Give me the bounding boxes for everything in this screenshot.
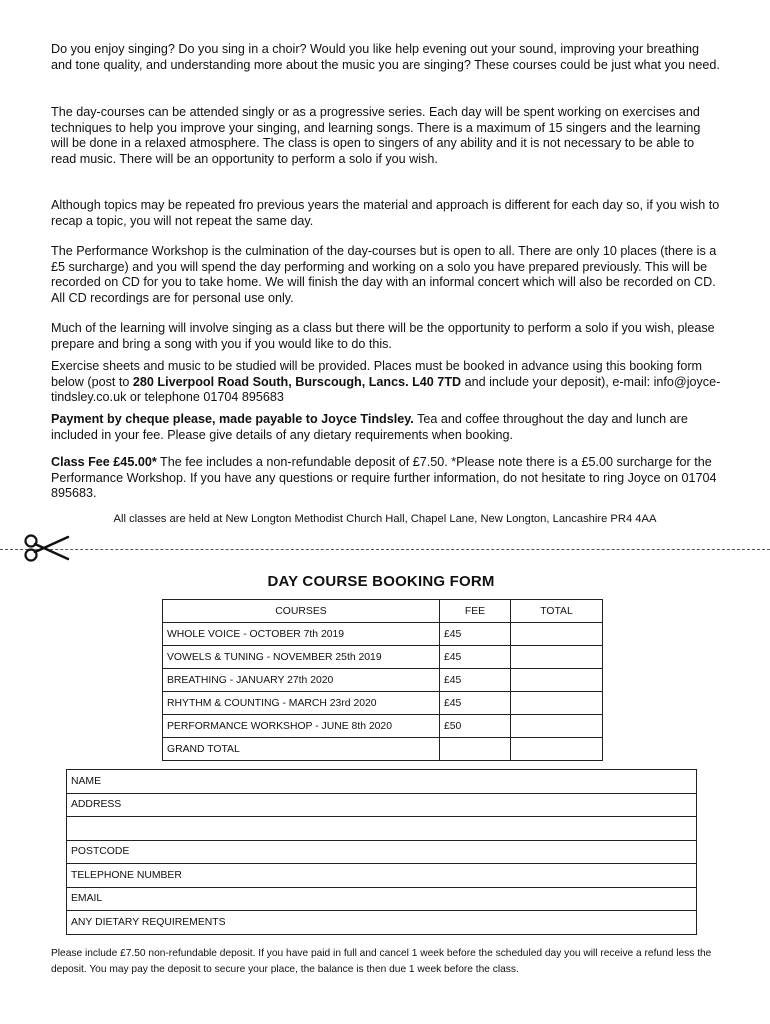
booking-instructions	[51, 359, 721, 406]
booking-instructions-text: Exercise sheets and music to be studied will be provided. Places must be booked in advance using this booking form below (post to	[51, 359, 703, 389]
course-row-whole-voice	[163, 623, 603, 646]
payment-paragraph	[51, 412, 721, 443]
address-field[interactable]: ADDRESS	[67, 793, 697, 817]
postcode-field[interactable]: POSTCODE	[67, 840, 697, 864]
course-fee: £45	[440, 669, 511, 692]
course-total-cell[interactable]	[511, 669, 603, 692]
fee-paragraph	[51, 455, 721, 502]
course-fee: £45	[440, 646, 511, 669]
payment-instruction: Payment by cheque please, made payable to Joyce Tindsley.	[51, 412, 414, 426]
contact-details-table	[66, 769, 697, 935]
courses-header-row	[163, 600, 603, 623]
fee-details: The fee includes a non-refundable deposit of £7.50. *Please note there is a £5.00 surcharge for the Performance Workshop. If you have any questions or require further information, do not hesitate to ring Joyce on 01704 895683.	[51, 455, 717, 501]
course-total-cell[interactable]	[511, 715, 603, 738]
name-field[interactable]: NAME	[67, 770, 697, 794]
course-total-cell[interactable]	[511, 692, 603, 715]
course-total-cell[interactable]	[511, 646, 603, 669]
dietary-requirements-field[interactable]: ANY DIETARY REQUIREMENTS	[67, 911, 697, 935]
course-name: VOWELS & TUNING - NOVEMBER 25th 2019	[163, 646, 440, 669]
course-row-vowels-tuning	[163, 646, 603, 669]
payment-details: Tea and coffee throughout the day and lunch are included in your fee. Please give details of any dietary requirements when booking.	[51, 412, 688, 442]
total-header: TOTAL	[511, 600, 603, 623]
course-fee: £45	[440, 623, 511, 646]
intro-paragraph-3: Although topics may be repeated fro previous years the material and approach is different for each day so, if you wish to recap a topic, you will not repeat the same day.	[51, 198, 720, 228]
course-name: RHYTHM & COUNTING - MARCH 23rd 2020	[163, 692, 440, 715]
class-fee: Class Fee £45.00*	[51, 455, 157, 469]
scissors-icon	[22, 532, 70, 564]
fee-header: FEE	[440, 600, 511, 623]
grand-total-row	[163, 738, 603, 761]
intro-paragraph-5: Much of the learning will involve singing as a class but there will be the opportunity to perform a solo if you wish, please prepare and bring a song with you if you would like to do this.	[51, 321, 715, 351]
course-total-cell[interactable]	[511, 623, 603, 646]
course-name: WHOLE VOICE - OCTOBER 7th 2019	[163, 623, 440, 646]
course-row-performance-workshop	[163, 715, 603, 738]
course-fee: £50	[440, 715, 511, 738]
course-row-breathing	[163, 669, 603, 692]
venue-line: All classes are held at New Longton Methodist Church Hall, Chapel Lane, New Longton, Lancashire PR4 4AA	[113, 513, 657, 525]
courses-header: COURSES	[163, 600, 440, 623]
grand-total-label: GRAND TOTAL	[163, 738, 440, 761]
address-line-2-field[interactable]	[67, 817, 697, 841]
telephone-field[interactable]: TELEPHONE NUMBER	[67, 864, 697, 888]
booking-form-title: DAY COURSE BOOKING FORM	[267, 573, 495, 590]
grand-total-fee-cell[interactable]	[440, 738, 511, 761]
intro-paragraph-4: The Performance Workshop is the culmination of the day-courses but is open to all. There are only 10 places (there is a £5 surcharge) and you will spend the day performing and working on a solo you have prepared previously. This will be recorded on CD for you to take home. We will finish the day with an informal concert which will also be recorded on CD. All CD recordings are for personal use only.	[51, 244, 717, 305]
refund-policy-note: Please include £7.50 non-refundable deposit. If you have paid in full and cancel 1 week before the scheduled day you will receive a refund less the deposit. You may pay the deposit to secure your place, the balance is then due 1 week before the class.	[51, 948, 712, 975]
course-name: PERFORMANCE WORKSHOP - JUNE 8th 2020	[163, 715, 440, 738]
intro-paragraph-1: Do you enjoy singing? Do you sing in a choir? Would you like help evening out your sound, improving your breathing and tone quality, and understanding more about the music you are singing? These courses could be just what you need.	[51, 42, 720, 72]
intro-paragraph-2: The day-courses can be attended singly or as a progressive series. Each day will be spent working on exercises and techniques to help you improve your singing, and learning songs. There is a maximum of 15 singers and the learning will be done in a relaxed atmosphere. The class is open to singers of any ability and it is not necessary to be able to read music. There will be an opportunity to perform a solo if you wish.	[51, 105, 701, 166]
contact-details: and include your deposit), e-mail: info@joyce-tindsley.co.uk or telephone 01704 895683	[51, 374, 721, 405]
courses-table	[162, 599, 603, 761]
cut-line	[0, 549, 770, 550]
postal-address: 280 Liverpool Road South, Burscough, Lancs. L40 7TD	[132, 374, 462, 389]
email-field[interactable]: EMAIL	[67, 887, 697, 911]
course-row-rhythm-counting	[163, 692, 603, 715]
grand-total-cell[interactable]	[511, 738, 603, 761]
course-name: BREATHING - JANUARY 27th 2020	[163, 669, 440, 692]
course-fee: £45	[440, 692, 511, 715]
